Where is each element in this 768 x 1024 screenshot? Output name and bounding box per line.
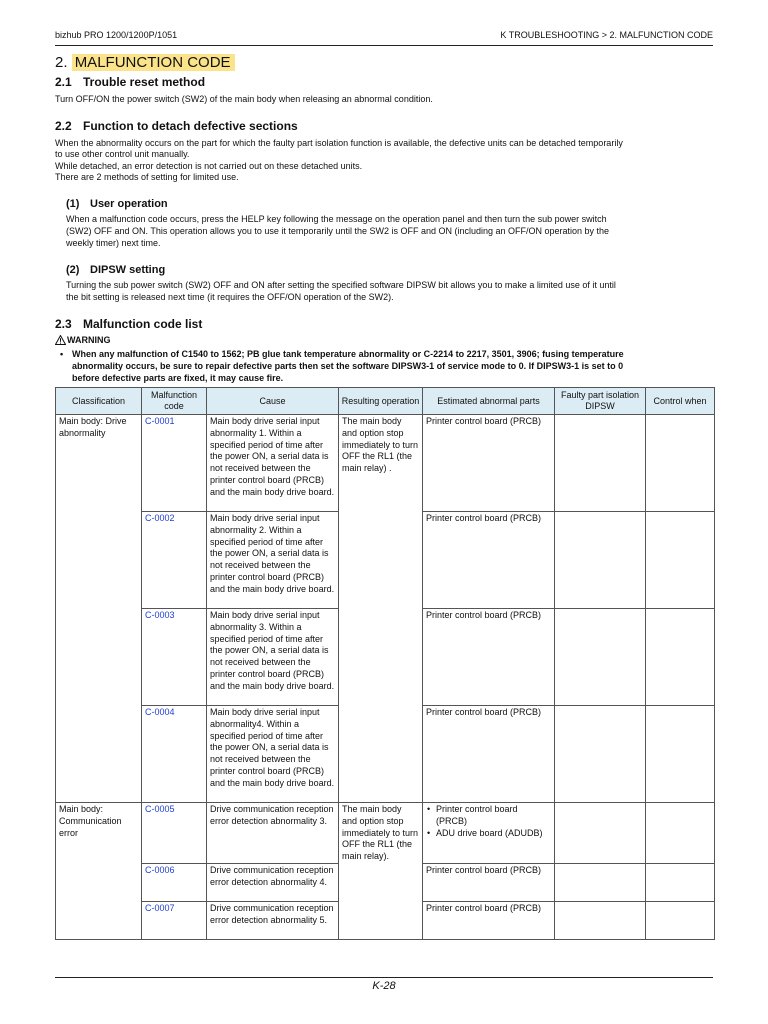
control-cell [646, 512, 715, 609]
code-cell: C-0006 [142, 864, 207, 902]
resulting-cell [339, 609, 423, 706]
text-line: When any malfunction of C1540 to 1562; PB glue tank temperature abnormality or C-2214 to 2217, 3501, 3906; fusing temperature [72, 349, 624, 359]
warning-label: WARNING [67, 335, 111, 345]
cause-cell: Drive communication reception error detection abnormality 5. [207, 902, 339, 940]
control-cell [646, 902, 715, 940]
parts-cell: Printer control board (PRCB) [423, 864, 555, 902]
page-number: K-28 [372, 980, 396, 992]
dipsw-setting-text [66, 280, 713, 304]
bullet-dot: • [60, 349, 64, 359]
parts-list-item: • Printer control board (PRCB) [426, 804, 551, 828]
text-line: (SW2) OFF and ON. This operation allows you to use it temporarily until the SW2 is OFF and ON (including an OFF/ON operation by the [66, 225, 610, 236]
classification-cell: Main body: Communication error [56, 803, 142, 864]
code-cell: C-0004 [142, 706, 207, 803]
table-row [56, 902, 715, 940]
user-operation-text [66, 214, 713, 249]
dipsw-cell [555, 902, 646, 940]
section-title-text: MALFUNCTION CODE [72, 54, 235, 71]
classification-cell [56, 902, 142, 940]
code-cell: C-0003 [142, 609, 207, 706]
heading-number: 2.2 [55, 119, 72, 133]
control-cell [646, 415, 715, 512]
header-breadcrumb: K TROUBLESHOOTING > 2. MALFUNCTION CODE [500, 30, 713, 40]
cause-cell: Drive communication reception error detection abnormality 3. [207, 803, 339, 864]
code-cell: C-0001 [142, 415, 207, 512]
code-cell: C-0007 [142, 902, 207, 940]
col-classification: Classification [56, 388, 142, 415]
col-control-when: Control when [646, 388, 715, 415]
resulting-cell: The main body and option stop immediately to turn OFF the RL1 (the main relay). [339, 803, 423, 864]
trouble-reset-text: Turn OFF/ON the power switch (SW2) of the main body when releasing an abnormal condition. [55, 94, 433, 104]
parts-list [426, 804, 551, 839]
heading-number: 2.3 [55, 317, 72, 331]
col-cause: Cause [207, 388, 339, 415]
cause-cell: Drive communication reception error detection abnormality 4. [207, 864, 339, 902]
text-line: There are 2 methods of setting for limited use. [55, 172, 239, 183]
table-row [56, 609, 715, 706]
table-header-row [56, 388, 715, 415]
warning-bullet [60, 348, 713, 384]
control-cell [646, 609, 715, 706]
table-row [56, 803, 715, 864]
control-cell [646, 803, 715, 864]
text-line: abnormality occurs, be sure to repair defective parts then set the software DIPSW3-1 of service mode to 0. If DIPSW3-1 is set to 0 [72, 361, 624, 371]
table-row [56, 706, 715, 803]
header-rule [55, 45, 713, 46]
resulting-cell [339, 706, 423, 803]
classification-cell: Main body: Drive abnormality [56, 415, 142, 512]
table-row [56, 415, 715, 512]
parts-cell: Printer control board (PRCB) [423, 415, 555, 512]
dipsw-cell [555, 803, 646, 864]
heading-text: DIPSW setting [90, 264, 166, 276]
parts-cell: Printer control board (PRCB) [423, 609, 555, 706]
classification-cell [56, 706, 142, 803]
heading-text: Malfunction code list [83, 317, 203, 331]
heading-2-2 [55, 119, 298, 133]
warning-label-row [55, 335, 111, 345]
col-resulting-operation: Resulting operation [339, 388, 423, 415]
section-title [55, 54, 235, 71]
heading-text: Trouble reset method [83, 75, 206, 89]
dipsw-cell [555, 415, 646, 512]
text-line: Turning the sub power switch (SW2) OFF and ON after setting the specified software DIPSW bit allows you to make a limited use of it until [66, 280, 616, 290]
text-line: When a malfunction code occurs, press the HELP key following the message on the operation panel and then turn the sub power switch [66, 214, 607, 224]
header-model: bizhub PRO 1200/1200P/1051 [55, 30, 178, 40]
heading-number: (2) [66, 264, 80, 276]
dipsw-cell [555, 864, 646, 902]
dipsw-cell [555, 609, 646, 706]
text-line: before defective parts are fixed, it may cause fire. [72, 373, 284, 383]
text-line: the bit setting is released next time (it requires the OFF/ON operation of the SW2). [66, 291, 394, 302]
text-line: to use other control unit manually. [55, 149, 190, 160]
resulting-cell [339, 864, 423, 902]
parts-cell: Printer control board (PRCB) [423, 706, 555, 803]
cause-cell: Main body drive serial input abnormality 2. Within a specified period of time after the power ON, a serial data is not received between the printer control board (PRCB) and the main body drive board. [207, 512, 339, 609]
resulting-cell [339, 902, 423, 940]
heading-2-3 [55, 317, 202, 331]
warning-icon [55, 335, 66, 345]
code-cell: C-0005 [142, 803, 207, 864]
dipsw-cell [555, 512, 646, 609]
heading-text: User operation [90, 198, 168, 210]
code-cell: C-0002 [142, 512, 207, 609]
classification-cell [56, 609, 142, 706]
control-cell [646, 706, 715, 803]
col-estimated-parts: Estimated abnormal parts [423, 388, 555, 415]
heading-user-operation [66, 198, 168, 210]
detach-paragraph [55, 138, 713, 184]
parts-cell: Printer control board (PRCB) [423, 902, 555, 940]
heading-text: Function to detach defective sections [83, 119, 298, 133]
cause-cell: Main body drive serial input abnormality 1. Within a specified period of time after the power ON, a serial data is not received between the printer control board (PRCB) and the main body drive board. [207, 415, 339, 512]
cause-cell: Main body drive serial input abnormality 3. Within a specified period of time after the power ON, a serial data is not received between the printer control board (PRCB) and the main body drive board. [207, 609, 339, 706]
footer-rule [55, 977, 713, 978]
malfunction-code-table [55, 387, 715, 940]
heading-dipsw-setting [66, 264, 165, 276]
control-cell [646, 864, 715, 902]
cause-cell: Main body drive serial input abnormality4. Within a specified period of time after the power ON, a serial data is not received between the printer control board (PRCB) and the main body drive board. [207, 706, 339, 803]
table-row [56, 512, 715, 609]
classification-cell [56, 864, 142, 902]
col-malfunction-code: Malfunction code [142, 388, 207, 415]
text-line: When the abnormality occurs on the part for which the faulty part isolation function is available, the defective units can be detached temporarily [55, 138, 623, 148]
heading-2-1 [55, 75, 205, 89]
parts-cell: Printer control board (PRCB) [423, 512, 555, 609]
heading-number: 2.1 [55, 75, 72, 89]
resulting-cell: The main body and option stop immediately to turn OFF the RL1 (the main relay) . [339, 415, 423, 512]
table-row [56, 864, 715, 902]
section-number: 2. [55, 54, 68, 71]
classification-cell [56, 512, 142, 609]
parts-cell [423, 803, 555, 864]
parts-list-item: • ADU drive board (ADUDB) [426, 828, 551, 840]
dipsw-cell [555, 706, 646, 803]
text-line: While detached, an error detection is not carried out on these detached units. [55, 160, 363, 171]
col-isolation-dipsw: Faulty part isolation DIPSW [555, 388, 646, 415]
text-line: weekly timer) next time. [66, 237, 161, 248]
resulting-cell [339, 512, 423, 609]
heading-number: (1) [66, 198, 80, 210]
